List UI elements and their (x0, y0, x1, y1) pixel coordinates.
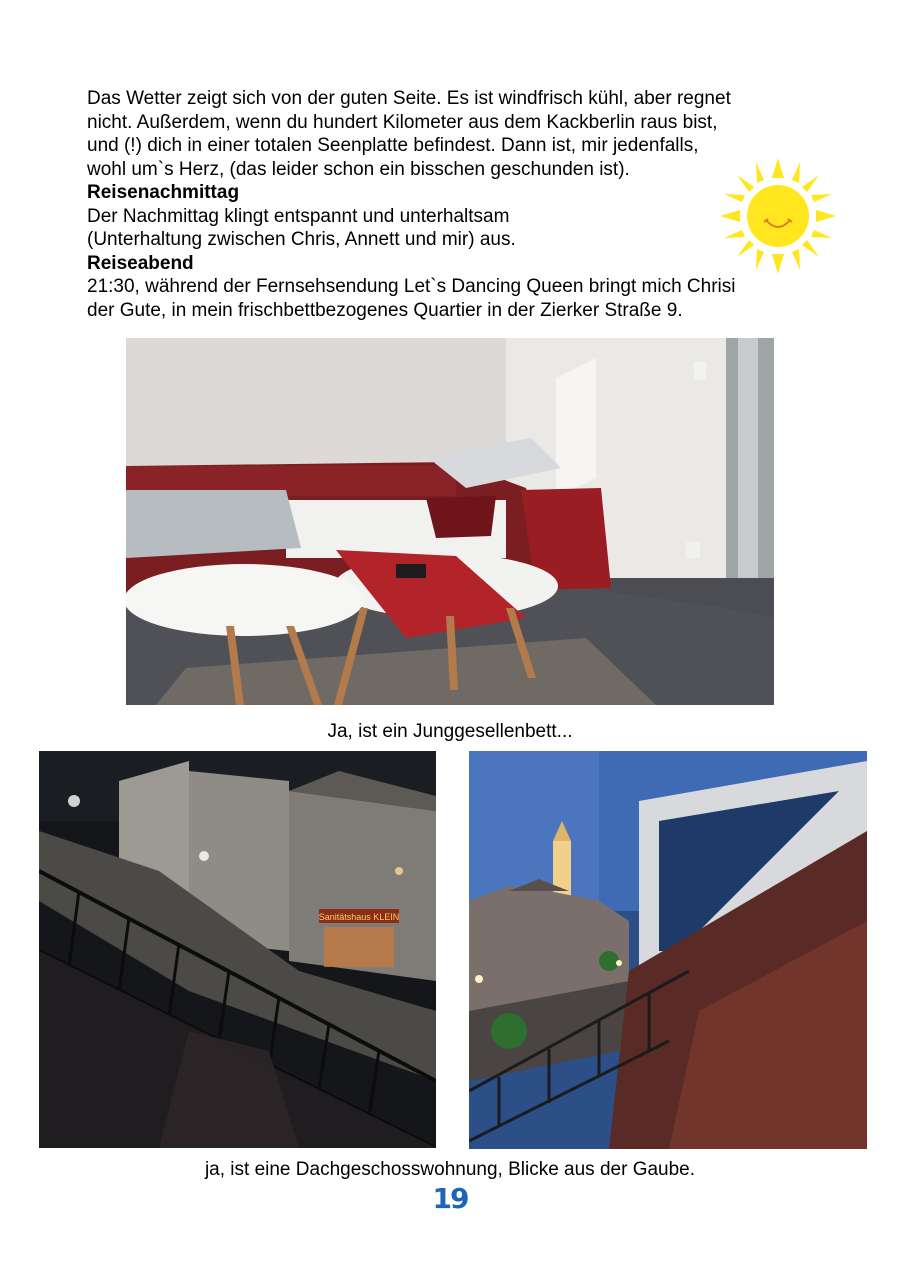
heading-evening: Reiseabend (87, 252, 194, 274)
paragraph-line: Das Wetter zeigt sich von der guten Seite. Es ist windfrisch kühl, aber regnet (87, 88, 731, 109)
heading-afternoon: Reisenachmittag (87, 182, 240, 203)
paragraph-line: (Unterhaltung zwischen Chris, Annett und mir) aus. (87, 229, 516, 250)
paragraph-line: und (!) dich in einer totalen Seenplatte befindest. Dann ist, mir jedenfalls, (87, 135, 699, 156)
photo-night-street (39, 751, 436, 1148)
caption-room: Ja, ist ein Junggesellenbett... (327, 721, 573, 742)
paragraph-line: 21:30, während der Fernsehsendung Let`s Dancing Queen bringt mich Chrisi (87, 276, 736, 297)
photo-dusk-view (469, 751, 867, 1149)
paragraph-line: Der Nachmittag klingt entspannt und unterhaltsam (87, 205, 510, 227)
shop-sign: Sanitätshaus KLEIN (318, 912, 400, 922)
sun-icon (718, 156, 838, 276)
body-text (87, 87, 827, 322)
photo-room-bed (126, 338, 774, 705)
paragraph-line: wohl um`s Herz, (das leider schon ein bisschen geschunden ist). (87, 158, 630, 180)
paragraph-line: nicht. Außerdem, wenn du hundert Kilometer aus dem Kackberlin raus bist, (87, 111, 718, 133)
page-number: 19 (432, 1182, 468, 1215)
caption-windows: ja, ist eine Dachgeschosswohnung, Blicke aus der Gaube. (204, 1159, 696, 1180)
paragraph-line: der Gute, in mein frischbettbezogenes Quartier in der Zierker Straße 9. (87, 299, 683, 321)
